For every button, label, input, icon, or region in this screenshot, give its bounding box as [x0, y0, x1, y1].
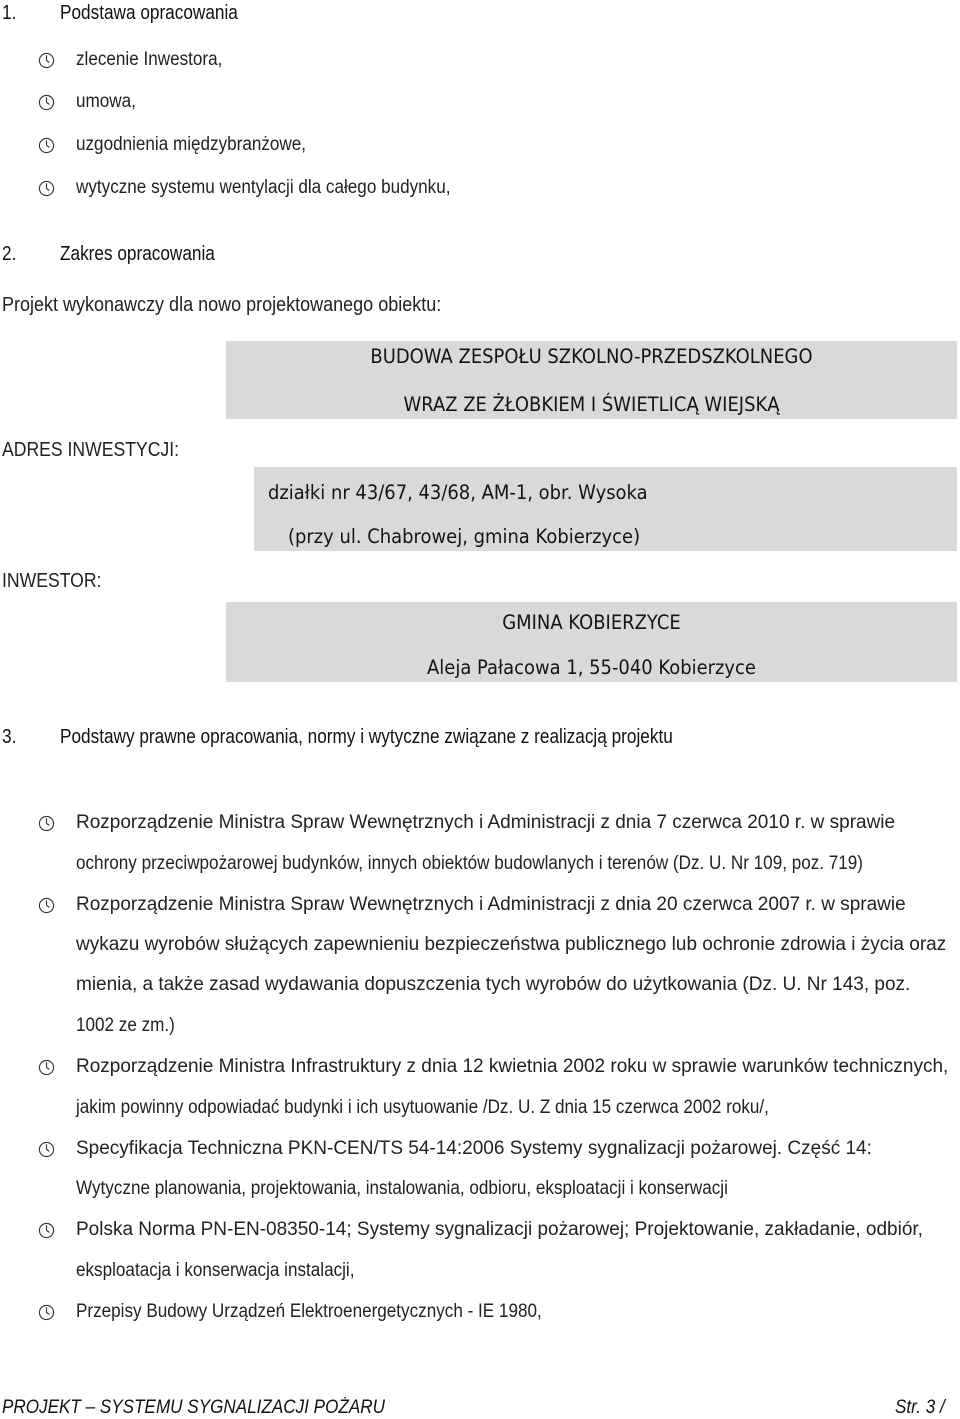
- section-3-title: Podstawy prawne opracowania, normy i wytyczne związane z realizacją projektu: [60, 726, 673, 748]
- list-item: wytyczne systemu wentylacji dla całego budynku,: [76, 177, 451, 198]
- address-line-2: (przy ul. Chabrowej, gmina Kobierzyce): [288, 525, 641, 548]
- footer-title: PROJEKT – SYSTEMU SYGNALIZACJI POŻARU: [2, 1397, 385, 1418]
- list-item: zlecenie Inwestora,: [76, 49, 223, 70]
- regulation-line: 1002 ze zm.): [76, 1015, 175, 1036]
- clock-icon: [38, 1304, 55, 1321]
- object-name-line-1: BUDOWA ZESPOŁU SZKOLNO-PRZEDSZKOLNEGO: [370, 345, 813, 368]
- clock-icon: [38, 137, 55, 154]
- clock-icon: [38, 1222, 55, 1239]
- clock-icon: [38, 52, 55, 69]
- regulation-line: wykazu wyrobów służących zapewnieniu bezpieczeństwa publicznego lub ochronie zdrowia i życia oraz: [76, 934, 947, 955]
- regulation-line: ochrony przeciwpożarowej budynków, innych obiektów budowlanych i terenów (Dz. U. Nr 109, poz. 719): [76, 853, 864, 874]
- regulation-line: jakim powinny odpowiadać budynki i ich usytuowanie /Dz. U. Z dnia 15 czerwca 2002 roku/,: [76, 1097, 769, 1118]
- regulation-line: Wytyczne planowania, projektowania, instalowania, odbioru, eksploatacji i konserwacji: [76, 1178, 728, 1199]
- list-item: uzgodnienia międzybranżowe,: [76, 134, 307, 155]
- address-label: ADRES INWESTYCJI:: [2, 439, 180, 461]
- clock-icon: [38, 94, 55, 111]
- clock-icon: [38, 815, 55, 832]
- clock-icon: [38, 180, 55, 197]
- page-number: Str. 3 /: [895, 1397, 945, 1418]
- regulation-line: eksploatacja i konserwacja instalacji,: [76, 1260, 355, 1281]
- regulation-line: Rozporządzenie Ministra Infrastruktury z dnia 12 kwietnia 2002 roku w sprawie warunków technicznych,: [76, 1056, 949, 1077]
- investor-label: INWESTOR:: [2, 570, 102, 592]
- clock-icon: [38, 1141, 55, 1158]
- regulation-line: mienia, a także zasad wydawania dopuszczenia tych wyrobów do użytkowania (Dz. U. Nr 143, poz.: [76, 974, 911, 995]
- section-1-number: 1.: [2, 2, 17, 24]
- clock-icon: [38, 1059, 55, 1076]
- regulation-line: Rozporządzenie Ministra Spraw Wewnętrznych i Administracji z dnia 7 czerwca 2010 r. w sprawie: [76, 812, 896, 833]
- scope-intro: Projekt wykonawczy dla nowo projektowanego obiektu:: [2, 294, 442, 316]
- clock-icon: [38, 897, 55, 914]
- regulation-line: Przepisy Budowy Urządzeń Elektroenergetycznych - IE 1980,: [76, 1301, 542, 1322]
- section-3-number: 3.: [2, 726, 17, 748]
- address-line-1: działki nr 43/67, 43/68, AM-1, obr. Wysoka: [268, 481, 648, 504]
- section-1-title: Podstawa opracowania: [60, 2, 238, 24]
- regulation-line: Specyfikacja Techniczna PKN-CEN/TS 54-14:2006 Systemy sygnalizacji pożarowej. Część 14:: [76, 1138, 872, 1159]
- investor-line-1: GMINA KOBIERZYCE: [502, 611, 681, 634]
- section-2-number: 2.: [2, 243, 17, 265]
- investor-line-2: Aleja Pałacowa 1, 55-040 Kobierzyce: [427, 656, 756, 679]
- regulation-line: Rozporządzenie Ministra Spraw Wewnętrznych i Administracji z dnia 20 czerwca 2007 r. w sprawie: [76, 894, 906, 915]
- section-2-title: Zakres opracowania: [60, 243, 215, 265]
- list-item: umowa,: [76, 91, 136, 112]
- object-name-line-2: WRAZ ZE ŻŁOBKIEM I ŚWIETLICĄ WIEJSKĄ: [403, 393, 780, 416]
- regulation-line: Polska Norma PN-EN-08350-14; Systemy sygnalizacji pożarowej; Projektowanie, zakładanie, odbiór,: [76, 1219, 923, 1240]
